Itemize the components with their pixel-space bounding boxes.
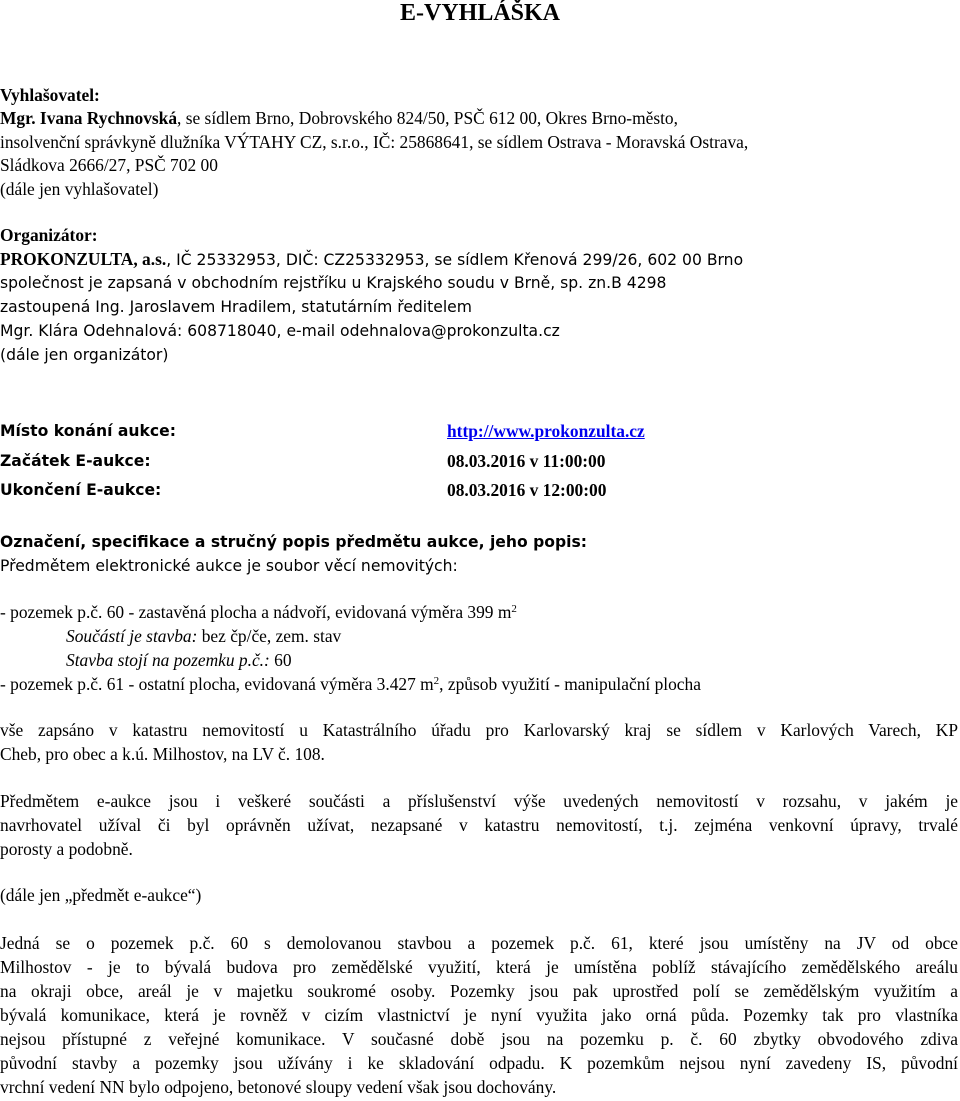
registry-line-2: Cheb, pro obec a k.ú. Milhostov, na LV č. 108.	[0, 744, 325, 764]
auction-place-label: Místo konání aukce:	[0, 422, 176, 440]
auction-start-value: 08.03.2016 v 11:00:00	[447, 451, 606, 471]
subject-paragraph-1-line-1: Předmětem e-aukce jsou i veškeré součásti a příslušenství výše uvedených nemovitostí v rozsahu, v jakém je	[0, 791, 958, 811]
organizer-heading: Organizátor:	[0, 225, 98, 245]
subject-reference: (dále jen „předmět e-aukce“)	[0, 885, 202, 905]
auction-end-value: 08.03.2016 v 12:00:00	[447, 480, 607, 500]
subject-paragraph-2-line-2: Milhostov - je to bývalá budova pro zemědělské využití, která je umístěna poblíž stávajícího zemědělského areálu	[0, 957, 958, 977]
auction-url-link[interactable]: http://www.prokonzulta.cz	[447, 421, 645, 441]
organizer-line-4: Mgr. Klára Odehnalová: 608718040, e-mail odehnalova@prokonzulta.cz	[0, 322, 560, 340]
subject-intro: Předmětem elektronické aukce je soubor věcí nemovitých:	[0, 557, 458, 575]
announcer-heading: Vyhlašovatel:	[0, 85, 100, 105]
subject-paragraph-2-line-5: nejsou přístupné z veřejné komunikace. V současné době jsou na pozemku p. č. 60 zbytky obvodového zdiva	[0, 1029, 958, 1049]
subject-paragraph-2-line-3: na okraji obce, areál je v majetku soukromé osoby. Pozemky jsou pak uprostřed polí se zemědělským využitím a	[0, 981, 958, 1001]
subject-paragraph-1-line-3: porosty a podobně.	[0, 839, 133, 859]
subject-paragraph-2-line-7: vrchní vedení NN bylo odpojeno, betonové sloupy vedení však jsou dochovány.	[0, 1077, 557, 1097]
organizer-name: PROKONZULTA, a.s.	[0, 249, 167, 269]
announcer-line-3: Sládkova 2666/27, PSČ 702 00	[0, 155, 218, 175]
subject-item-1: - pozemek p.č. 60 - zastavěná plocha a nádvoří, evidovaná výměra 399 $m^2$	[0, 602, 517, 622]
announcer-line-4: (dále jen vyhlašovatel)	[0, 179, 159, 199]
auction-start-label: Začátek E-aukce:	[0, 452, 151, 470]
subject-paragraph-2-line-6: původní stavby a pozemky jsou užívány i ke skladování odpadu. K pozemkům nejsou nyní zavedeny IS, původní	[0, 1053, 958, 1073]
announcer-line-2: insolvenční správkyně dlužníka VÝTAHY CZ, s.r.o., IČ: 25868641, se sídlem Ostrava - Moravská Ostrava,	[0, 132, 749, 152]
subject-heading: Označení, specifikace a stručný popis předmětu aukce, jeho popis:	[0, 533, 588, 551]
subject-item-2: - pozemek p.č. 61 - ostatní plocha, evidovaná výměra 3.427 $m^2$, způsob využití - manipulační plocha	[0, 674, 701, 694]
subject-paragraph-2-line-1: Jedná se o pozemek p.č. 60 s demolovanou stavbou a pozemek p.č. 61, které jsou umístěny na JV od obce	[0, 933, 958, 953]
document-title: E-VYHLÁŠKA	[399, 0, 561, 26]
organizer-line-5: (dále jen organizátor)	[0, 346, 169, 364]
organizer-line-2: společnost je zapsaná v obchodním rejstříku u Krajského soudu v Brně, sp. zn.B 4298	[0, 274, 667, 292]
organizer-line-3: zastoupená Ing. Jaroslavem Hradilem, statutárním ředitelem	[0, 298, 472, 316]
announcer-name: Mgr. Ivana Rychnovská	[0, 108, 178, 128]
subject-paragraph-1-line-2: navrhovatel užíval či byl oprávněn užívat, nezapsané v katastru nemovitostí, t.j. zejména venkovní úpravy, trvalé	[0, 815, 958, 835]
registry-line-1: vše zapsáno v katastru nemovitostí u Katastrálního úřadu pro Karlovarský kraj se sídlem v Karlových Varech, KP	[0, 720, 958, 740]
organizer-line-1: PROKONZULTA, a.s., IČ 25332953, DIČ: CZ25332953, se sídlem Křenová 299/26, 602 00 Brno	[0, 249, 744, 269]
subject-paragraph-2-line-4: bývalá komunikace, která je rovněž v cizím vlastnictví je nyní využita jako orná půda. Pozemky tak pro vlastníka	[0, 1005, 958, 1025]
debtor-company: VÝTAHY CZ, s.r.o.	[224, 132, 365, 152]
subject-item-1-location: Stavba stojí na pozemku p.č.: 60	[66, 650, 292, 670]
announcer-line-1: Mgr. Ivana Rychnovská, se sídlem Brno, Dobrovského 824/50, PSČ 612 00, Okres Brno-město,	[0, 108, 678, 128]
auction-end-label: Ukončení E-aukce:	[0, 481, 162, 499]
subject-item-1-component: Součástí je stavba: bez čp/če, zem. stav	[66, 626, 342, 646]
auction-place-value[interactable]	[447, 420, 645, 444]
